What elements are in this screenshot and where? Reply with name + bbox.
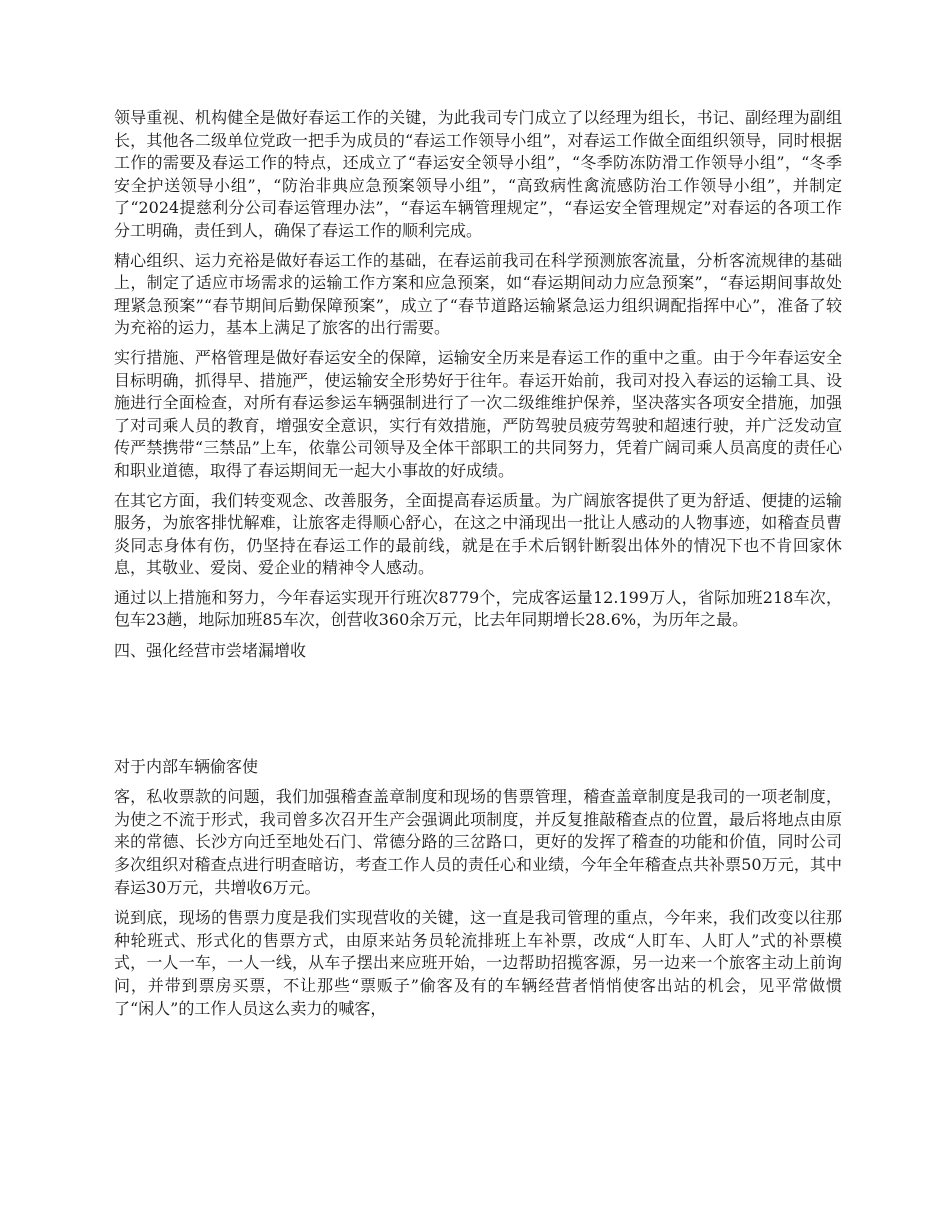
paragraph-organization: 精心组织、运力充裕是做好春运工作的基础，在春运前我司在科学预测旅客流量，分析客流规律的基础上，制定了适应市场需求的运输工作方案和应急预案，如“春运期间动力应急预案”，“春运期间事故处理紧急预案”“春节期间后勤保障预案”，成立了“春节道路运输紧急运力组织调配指挥中心”，准备了较为充裕的运力，基本上满足了旅客的出行需要。 — [114, 250, 842, 338]
paragraph-inspection: 客，私收票款的问题，我们加强稽查盖章制度和现场的售票管理，稽查盖章制度是我司的一项老制度，为使之不流于形式，我司曾多次召开生产会强调此项制度，并反复推敲稽查点的位置，最后将地点由原来的常德、长沙方向迁至地处石门、常德分路的三岔路口，更好的发挥了稽查的功能和价值，同时公司多次组织对稽查点进行明查暗访，考查工作人员的责任心和业绩，今年全年稽查点共补票50万元，其中春运30万元，共增收6万元。 — [114, 787, 842, 897]
paragraph-internal-vehicles: 对于内部车辆偷客使 — [114, 756, 259, 776]
paragraph-leadership: 领导重视、机构健全是做好春运工作的关键，为此我司专门成立了以经理为组长，书记、副经理为副组长，其他各二级单位党政一把手为成员的“春运工作领导小组”，对春运工作做全面组织领导，同时根据工作的需要及春运工作的特点，还成立了“春运安全领导小组”，“冬季防冻防滑工作领导小组”，“冬季安全护送领导小组”，“防治非典应急预案领导小组”，“高致病性禽流感防治工作领导小组”，并制定了“2024提慈利分公司春运管理办法”，“春运车辆管理规定”，“春运安全管理规定”对春运的各项工作分工明确，责任到人，确保了春运工作的顺利完成。 — [114, 108, 842, 240]
paragraph-safety: 实行措施、严格管理是做好春运安全的保障，运输安全历来是春运工作的重中之重。由于今年春运安全目标明确，抓得早、措施严，使运输安全形势好于往年。春运开始前，我司对投入春运的运输工具、设施进行全面检查，对所有春运参运车辆强制进行了一次二级维维护保养，坚决落实各项安全措施，加强了对司乘人员的教育，增强安全意识，实行有效措施，严防驾驶员疲劳驾驶和超速行驶，并广泛发动宣传严禁携带“三禁品”上车，依靠公司领导及全体干部职工的共同努力，凭着广阔司乘人员高度的责任心和职业道德，取得了春运期间无一起大小事故的好成绩。 — [114, 347, 842, 480]
document-body — [114, 107, 842, 1020]
section-heading: 四、强化经营市尝堵漏增收 — [114, 641, 307, 661]
paragraph-ticketing: 说到底，现场的售票力度是我们实现营收的关键，这一直是我司管理的重点，今年来，我们改变以往那种轮班式、形式化的售票方式，由原来站务员轮流排班上车补票，改成“人盯车、人盯人”式的补票模式，一人一车，一人一线，从车子摆出来应班开始，一边帮助招揽客源，另一边来一个旅客主动上前询问，并带到票房买票，不让那些“票贩子”偷客及有的车辆经营者悄悄使客出站的机会，见平常做惯了“闲人”的工作人员这么卖力的喊客， — [114, 908, 842, 1018]
paragraph-service: 在其它方面，我们转变观念、改善服务，全面提高春运质量。为广阔旅客提供了更为舒适、便捷的运输服务，为旅客排忧解难，让旅客走得顺心舒心，在这之中涌现出一批让人感动的人物事迹，如稽查员曹炎同志身体有伤，仍坚持在春运工作的最前线，就是在手术后钢针断裂出体外的情况下也不肯回家休息，其敬业、爱岗、爱企业的精神令人感动。 — [114, 490, 842, 578]
paragraph-results: 通过以上措施和努力，今年春运实现开行班次8779个，完成客运量12.199万人，省际加班218车次，包车23趟，地际加班85车次，创营收360余万元，比去年同期增长28.6%，为历年之最。 — [114, 587, 842, 630]
